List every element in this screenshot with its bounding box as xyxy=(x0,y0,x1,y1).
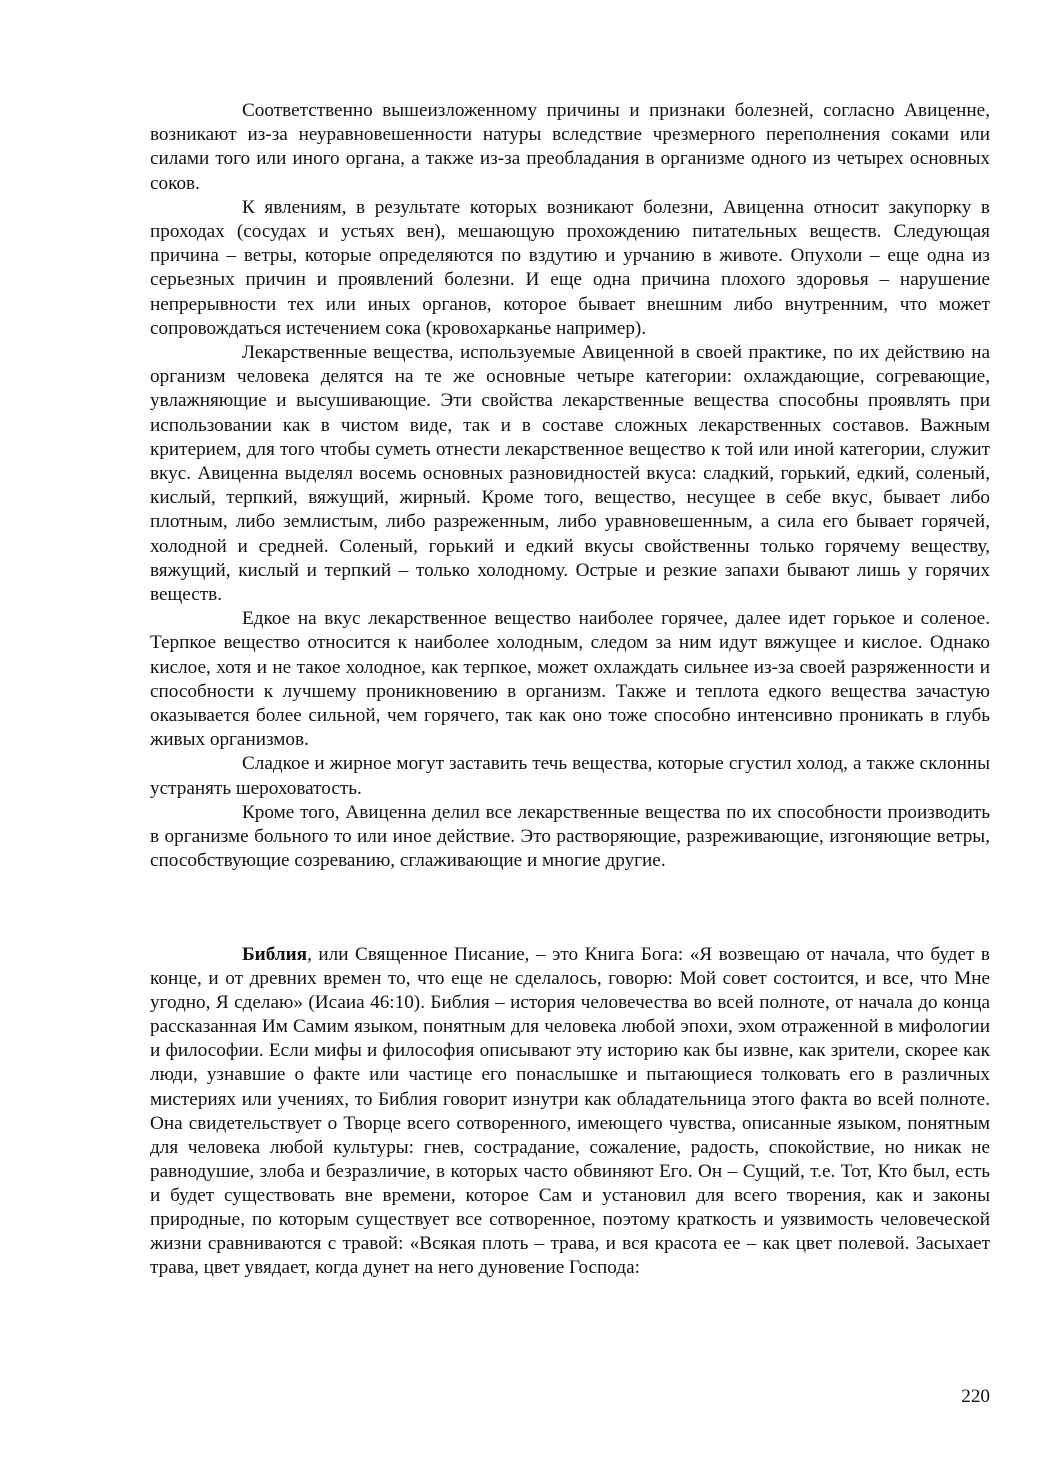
bible-entry-block xyxy=(150,943,990,1280)
paragraph-tastes: Едкое на вкус лекарственное вещество наиболее горячее, далее идет горькое и соленое. Терпкое вещество относится к наиболее холодным, следом за ним идут вяжущее и кислое. Однако кислое, хотя и не такое холодное, как терпкое, может охлаждать сильнее из-за своей разряженности и способности к лучшему проникновению в организм. Также и теплота едкого вещества зачастую оказывается более сильной, чем горячего, так как оно тоже способно интенсивно проникать в глубь живых организмов. xyxy=(150,608,990,751)
paragraph-phenomena: К явлениям, в результате которых возникают болезни, Авиценна относит закупорку в проходах (сосудах и устьях вен), мешающую прохождению питательных веществ. Следующая причина – ветры, которые определяются по вздутию и урчанию в животе. Опухоли – еще одна из серьезных причин и проявлений болезни. И еще одна причина плохого здоровья – нарушение непрерывности тех или иных органов, которое бывает внешним либо внутренним, что может сопровождаться истечением сока (кровохарканье например). xyxy=(150,196,990,339)
page-number: 220 xyxy=(961,1386,990,1407)
main-text-block xyxy=(150,99,990,874)
bible-term: Библия xyxy=(242,944,308,965)
paragraph-bible xyxy=(150,943,990,1280)
bible-definition: , или Священное Писание, – это Книга Бога: «Я возвещаю от начала, что будет в конце, и от древних времен то, что еще не сделалось, говорю: Мой совет состоится, и все, что Мне угодно, Я сделаю» (Исаиа 46:10). Библия – история человечества во всей полноте, от начала до конца рассказанная Им Самим языком, понятным для человека любой эпохи, эхом отраженной в мифологии и философии. Если мифы и философия описывают эту историю как бы извне, как зрители, скорее как люди, узнавшие о факте или частице его понаслышке и пытающиеся толковать его в различных мистериях или учениях, то Библия говорит изнутри как обладательница этого факта во всей полноте. Она свидетельствует о Творце всего сотворенного, имеющего чувства, описанные языком, понятным для человека любой культуры: гнев, сострадание, сожаление, радость, спокойствие, но никак не равнодушие, злоба и безразличие, в которых часто обвиняют Его. Он – Сущий, т.е. Тот, Кто был, есть и будет существовать вне времени, которое Сам и установил для всего творения, как и законы природные, по которым существует все сотворенное, поэтому краткость и уязвимость человеческой жизни сравниваются с травой: «Всякая плоть – трава, и вся красота ее – как цвет полевой. Засыхает трава, цвет увядает, когда дунет на него дуновение Господа: xyxy=(150,944,990,1279)
paragraph-causes: Соответственно вышеизложенному причины и признаки болезней, согласно Авиценне, возникают из-за неуравновешенности натуры вследствие чрезмерного переполнения соками или силами того или иного органа, а также из-за преобладания в организме одного из четырех основных соков. xyxy=(150,100,990,194)
paragraph-sweet-fatty: Сладкое и жирное могут заставить течь вещества, которые сгустил холод, а также склонны устранять шероховатость. xyxy=(150,753,990,799)
paragraph-medicinal-substances: Лекарственные вещества, используемые Авиценной в своей практике, по их действию на организм человека делятся на те же основные четыре категории: охлаждающие, согревающие, увлажняющие и высушивающие. Эти свойства лекарственные вещества способны проявлять при использовании как в чистом виде, так и в составе сложных лекарственных составов. Важным критерием, для того чтобы суметь отнести лекарственное вещество к той или иной категории, служит вкус. Авиценна выделял восемь основных разновидностей вкуса: сладкий, горький, едкий, соленый, кислый, терпкий, вяжущий, жирный. Кроме того, вещество, несущее в себе вкус, бывает либо плотным, либо землистым, либо разреженным, либо уравновешенным, а сила его бывает горячей, холодной и средней. Соленый, горький и едкий вкусы свойственны только горячему веществу, вяжущий, кислый и терпкий – только холодному. Острые и резкие запахи бывают лишь у горячих веществ. xyxy=(150,342,990,606)
paragraph-actions: Кроме того, Авиценна делил все лекарственные вещества по их способности производить в организме больного то или иное действие. Это растворяющие, разреживающие, изгоняющие ветры, способствующие созреванию, сглаживающие и многие другие. xyxy=(150,801,990,872)
